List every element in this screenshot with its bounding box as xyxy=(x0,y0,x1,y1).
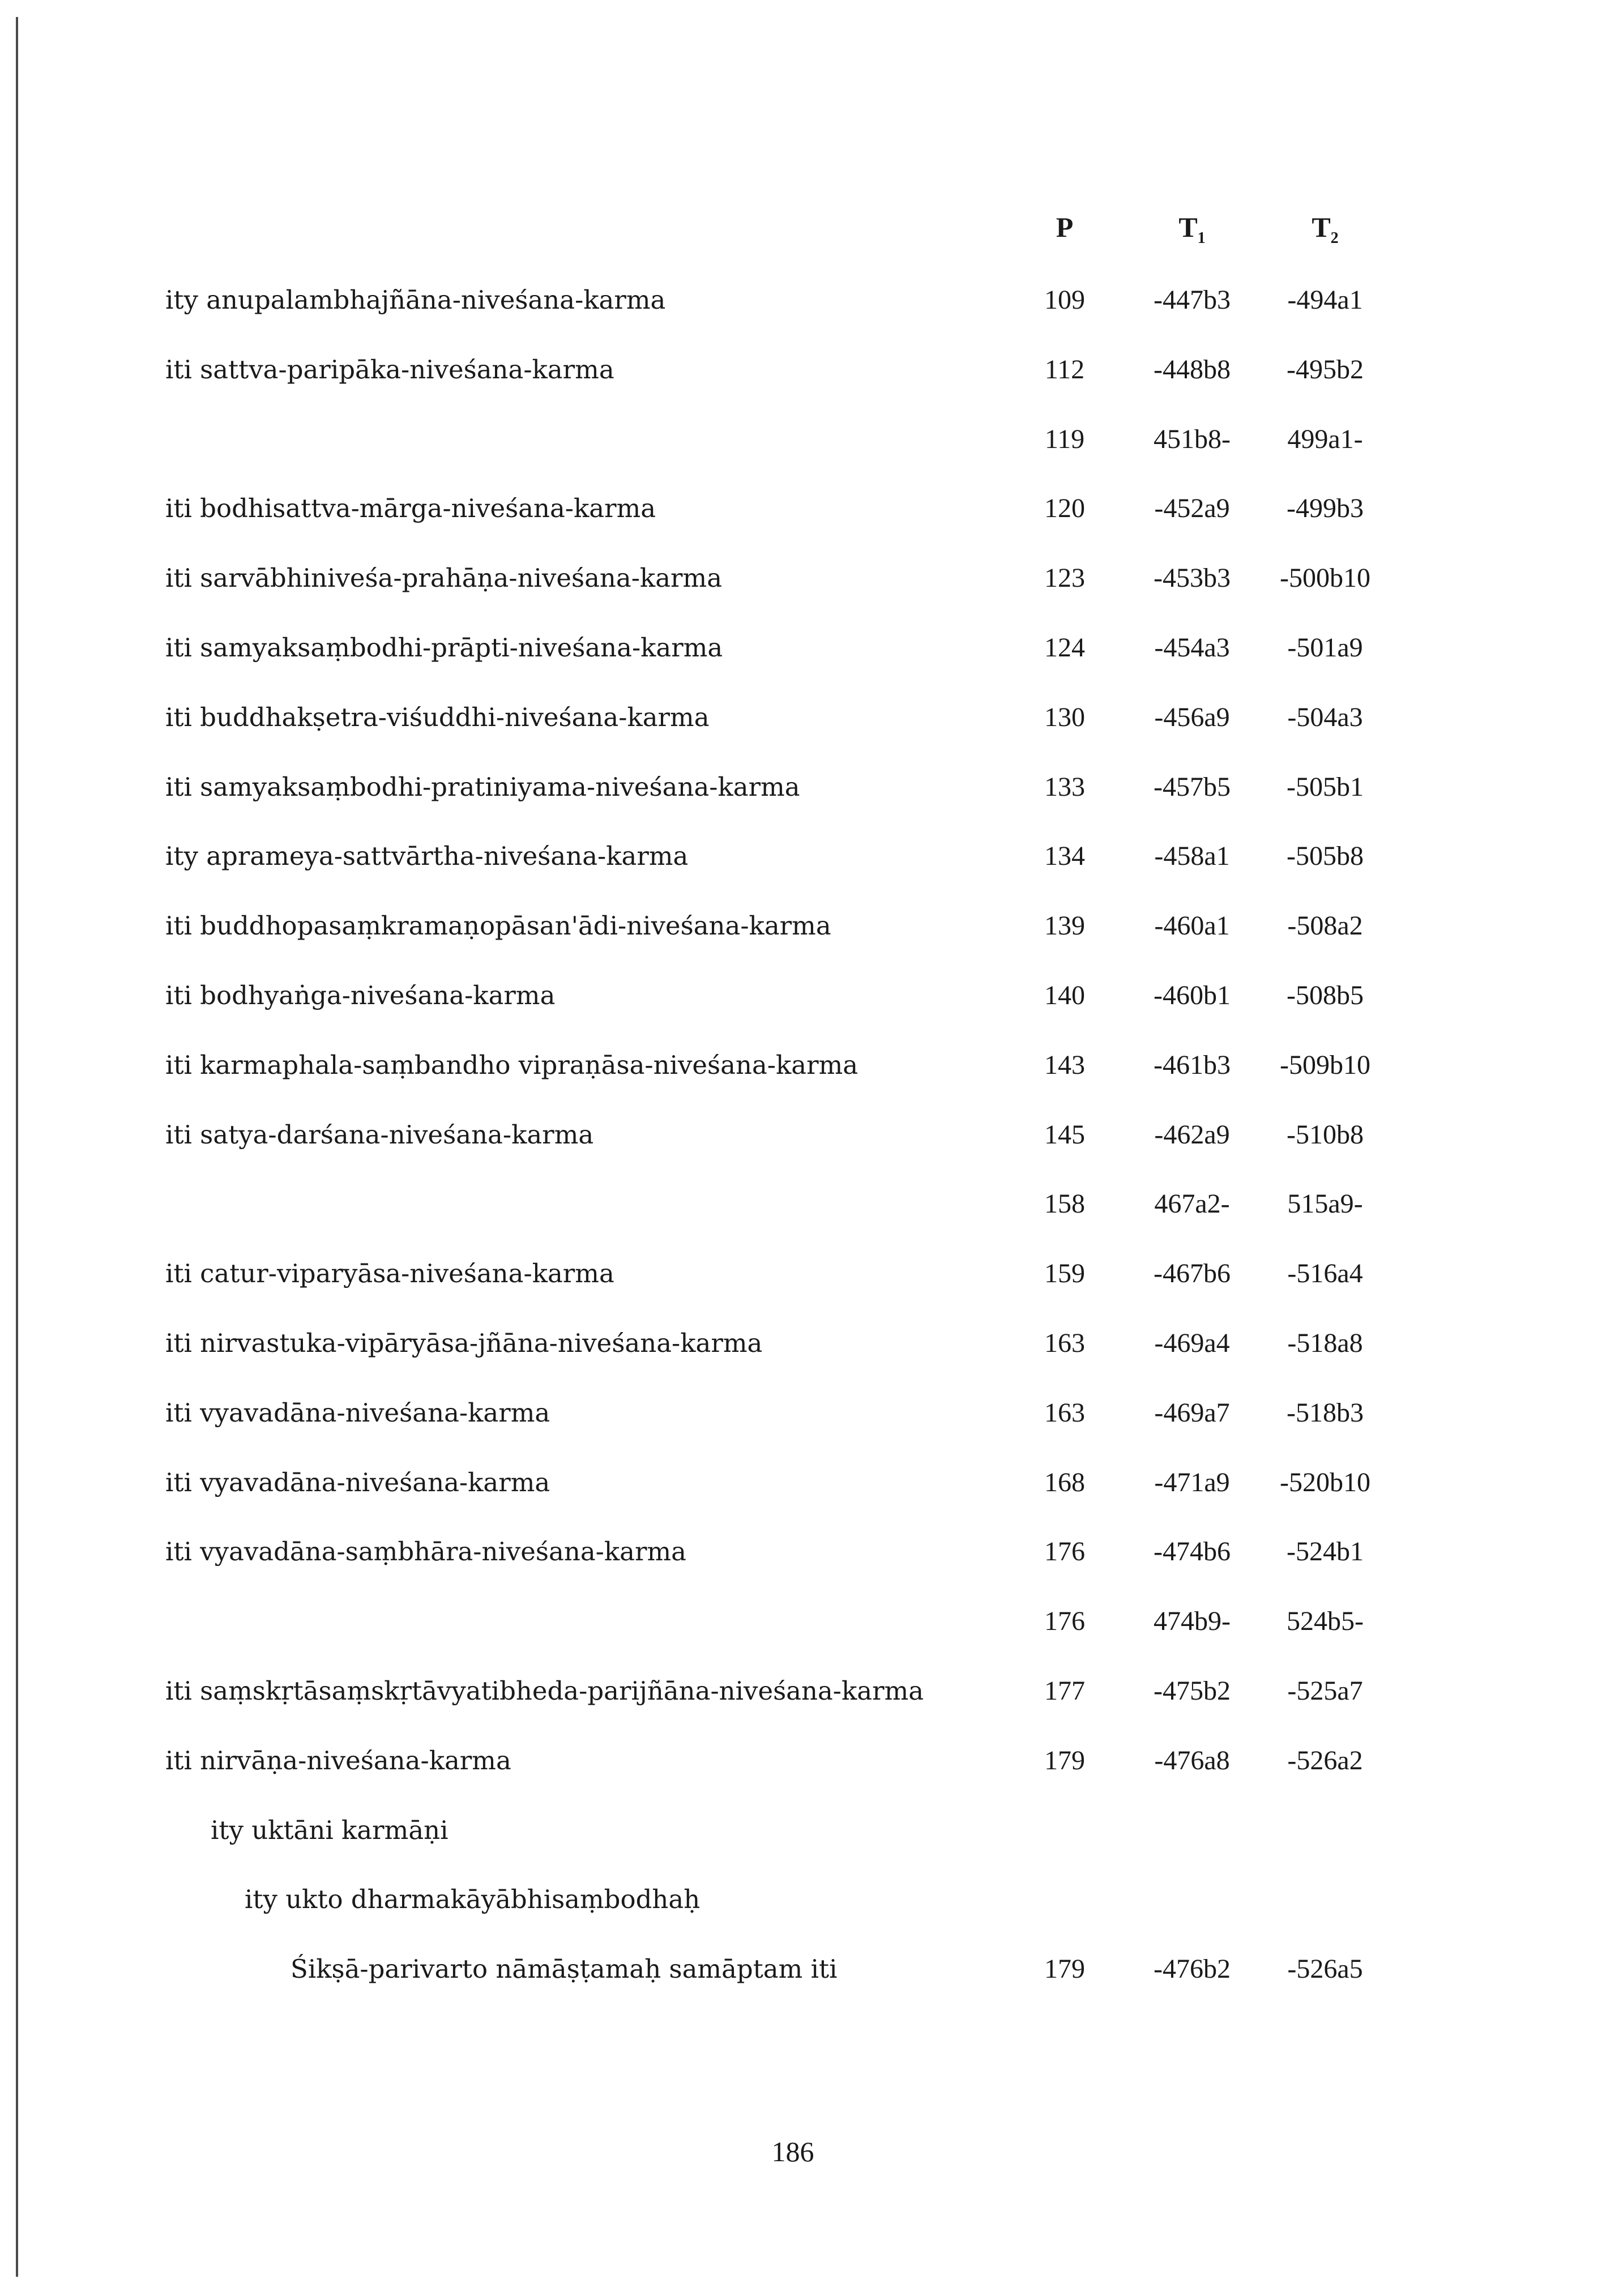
row-title: iti sattva-paripāka-niveśana-karma xyxy=(165,354,614,385)
row-p-ref: 133 xyxy=(1044,771,1085,802)
row-p-ref: 140 xyxy=(1044,980,1085,1010)
row-title: iti vyavadāna-niveśana-karma xyxy=(165,1397,550,1428)
row-p-ref: 179 xyxy=(1044,1954,1085,1985)
row-t2-ref: -505b8 xyxy=(1287,841,1364,872)
row-t2-ref: -508b5 xyxy=(1287,980,1364,1010)
table-row xyxy=(0,423,1623,492)
row-t1-ref: -471a9 xyxy=(1154,1467,1230,1497)
row-p-ref: 119 xyxy=(1044,424,1085,454)
row-title: iti bodhisattva-mārga-niveśana-karma xyxy=(165,493,656,524)
row-p-ref: 124 xyxy=(1044,632,1085,663)
row-t1-ref: 451b8- xyxy=(1154,424,1231,454)
table-row xyxy=(0,561,1623,631)
row-t1-ref: -476a8 xyxy=(1154,1745,1230,1776)
table-row xyxy=(0,701,1623,770)
row-title: ity uktāni karmāṇi xyxy=(211,1815,449,1845)
row-t1-ref: -458a1 xyxy=(1154,841,1230,872)
row-p-ref: 143 xyxy=(1044,1049,1085,1080)
row-t2-ref: 515a9- xyxy=(1287,1189,1363,1219)
row-t2-ref: -526a5 xyxy=(1287,1954,1363,1985)
row-title: ity ukto dharmakāyābhisaṃbodhaḥ xyxy=(245,1884,701,1915)
row-p-ref: 139 xyxy=(1044,911,1085,941)
row-title: iti sarvābhiniveśa-prahāṇa-niveśana-karma xyxy=(165,563,723,594)
row-t1-ref: -469a7 xyxy=(1154,1397,1230,1428)
row-t1-ref: 467a2- xyxy=(1154,1189,1230,1219)
row-t2-ref: -494a1 xyxy=(1287,285,1363,315)
row-t1-ref: -476b2 xyxy=(1154,1954,1231,1985)
table-row xyxy=(0,283,1623,353)
page-number: 186 xyxy=(771,2136,814,2167)
row-t1-ref: -460b1 xyxy=(1154,980,1231,1010)
row-t2-ref: -500b10 xyxy=(1280,563,1370,594)
row-title: iti buddhakṣetra-viśuddhi-niveśana-karma xyxy=(165,702,710,732)
row-p-ref: 177 xyxy=(1044,1675,1085,1706)
table-row xyxy=(0,1257,1623,1326)
row-t2-ref: -524b1 xyxy=(1287,1537,1364,1567)
row-p-ref: 130 xyxy=(1044,702,1085,732)
row-t2-ref: 499a1- xyxy=(1287,424,1363,454)
row-title: iti bodhyaṅga-niveśana-karma xyxy=(165,980,556,1010)
column-header-t1 xyxy=(1135,211,1249,247)
row-p-ref: 145 xyxy=(1044,1119,1085,1150)
row-t1-ref: -474b6 xyxy=(1154,1537,1231,1567)
row-t1-ref: -461b3 xyxy=(1154,1049,1231,1080)
row-p-ref: 179 xyxy=(1044,1745,1085,1776)
row-t2-ref: -518b3 xyxy=(1287,1397,1364,1428)
row-title: iti satya-darśana-niveśana-karma xyxy=(165,1119,594,1150)
table-row xyxy=(0,1466,1623,1535)
table-row xyxy=(0,1883,1623,1952)
row-title: iti vyavadāna-niveśana-karma xyxy=(165,1467,550,1497)
row-title: iti saṃskṛtāsaṃskṛtāvyatibheda-parijñāna-niveśana-karma xyxy=(165,1675,924,1706)
row-p-ref: 109 xyxy=(1044,285,1085,315)
table-row xyxy=(0,1535,1623,1604)
table-row xyxy=(0,1048,1623,1118)
row-t1-ref: -447b3 xyxy=(1154,285,1231,315)
row-t1-ref: 474b9- xyxy=(1154,1606,1231,1637)
row-p-ref: 112 xyxy=(1044,354,1085,385)
row-t2-ref: -501a9 xyxy=(1287,632,1363,663)
row-p-ref: 163 xyxy=(1044,1328,1085,1358)
table-row xyxy=(0,839,1623,909)
row-title: Śikṣā-parivarto nāmāṣṭamaḥ samāptam iti xyxy=(291,1954,838,1985)
row-title: iti buddhopasaṃkramaṇopāsan'ādi-niveśana-karma xyxy=(165,911,831,941)
table-row xyxy=(0,1674,1623,1744)
row-p-ref: 134 xyxy=(1044,841,1085,872)
table-row xyxy=(0,1813,1623,1883)
table-row xyxy=(0,909,1623,979)
row-t2-ref: -525a7 xyxy=(1287,1675,1363,1706)
table-row xyxy=(0,631,1623,701)
row-t2-ref: -518a8 xyxy=(1287,1328,1363,1358)
row-t1-ref: -452a9 xyxy=(1154,493,1230,524)
row-t2-ref: -499b3 xyxy=(1287,493,1364,524)
table-row xyxy=(0,1604,1623,1674)
row-title: iti vyavadāna-saṃbhāra-niveśana-karma xyxy=(165,1537,686,1567)
column-header-p-label: P xyxy=(1056,211,1074,243)
row-t2-ref: -526a2 xyxy=(1287,1745,1363,1776)
row-title: iti catur-viparyāsa-niveśana-karma xyxy=(165,1258,614,1289)
column-header-t1-base: T xyxy=(1178,211,1198,243)
row-t1-ref: -460a1 xyxy=(1154,911,1230,941)
row-t1-ref: -475b2 xyxy=(1154,1675,1231,1706)
row-title: iti nirvāṇa-niveśana-karma xyxy=(165,1745,511,1776)
row-t1-ref: -462a9 xyxy=(1154,1119,1230,1150)
column-header-t2-base: T xyxy=(1312,211,1331,243)
row-title: iti samyaksaṃbodhi-pratiniyama-niveśana-karma xyxy=(165,771,800,802)
table-row xyxy=(0,492,1623,561)
row-t2-ref: -516a4 xyxy=(1287,1258,1363,1289)
row-p-ref: 120 xyxy=(1044,493,1085,524)
column-header-t2 xyxy=(1268,211,1382,247)
row-p-ref: 158 xyxy=(1044,1189,1085,1219)
row-p-ref: 163 xyxy=(1044,1397,1085,1428)
row-p-ref: 176 xyxy=(1044,1606,1085,1637)
row-t2-ref: -495b2 xyxy=(1287,354,1364,385)
row-t1-ref: -457b5 xyxy=(1154,771,1231,802)
row-title: iti karmaphala-saṃbandho vipraṇāsa-niveśana-karma xyxy=(165,1049,859,1080)
row-t1-ref: -467b6 xyxy=(1154,1258,1231,1289)
row-p-ref: 176 xyxy=(1044,1537,1085,1567)
row-p-ref: 159 xyxy=(1044,1258,1085,1289)
row-title: ity aprameya-sattvārtha-niveśana-karma xyxy=(165,841,689,872)
column-header-t1-subscript: 1 xyxy=(1197,229,1206,247)
row-t2-ref: -504a3 xyxy=(1287,702,1363,732)
row-t2-ref: -520b10 xyxy=(1280,1467,1370,1497)
row-t1-ref: -448b8 xyxy=(1154,354,1231,385)
row-t1-ref: -453b3 xyxy=(1154,563,1231,594)
row-t1-ref: -469a4 xyxy=(1154,1328,1230,1358)
row-t1-ref: -454a3 xyxy=(1154,632,1230,663)
table-row xyxy=(0,979,1623,1048)
column-header-t2-subscript: 2 xyxy=(1330,229,1339,247)
concordance-table xyxy=(0,283,1623,2022)
row-title: iti nirvastuka-vipāryāsa-jñāna-niveśana-karma xyxy=(165,1328,763,1358)
row-t2-ref: -510b8 xyxy=(1287,1119,1364,1150)
table-row xyxy=(0,1187,1623,1257)
row-t2-ref: -508a2 xyxy=(1287,911,1363,941)
table-row xyxy=(0,1396,1623,1466)
row-title: ity anupalambhajñāna-niveśana-karma xyxy=(165,285,666,315)
row-t2-ref: -509b10 xyxy=(1280,1049,1370,1080)
table-row xyxy=(0,1952,1623,2022)
table-row xyxy=(0,1744,1623,1813)
table-row xyxy=(0,770,1623,840)
column-header-p xyxy=(1008,211,1121,244)
table-row xyxy=(0,353,1623,423)
row-p-ref: 168 xyxy=(1044,1467,1085,1497)
row-t2-ref: -505b1 xyxy=(1287,771,1364,802)
row-title: iti samyaksaṃbodhi-prāpti-niveśana-karma xyxy=(165,632,723,663)
table-row xyxy=(0,1326,1623,1396)
table-row xyxy=(0,1118,1623,1188)
row-t2-ref: 524b5- xyxy=(1287,1606,1364,1637)
row-p-ref: 123 xyxy=(1044,563,1085,594)
row-t1-ref: -456a9 xyxy=(1154,702,1230,732)
